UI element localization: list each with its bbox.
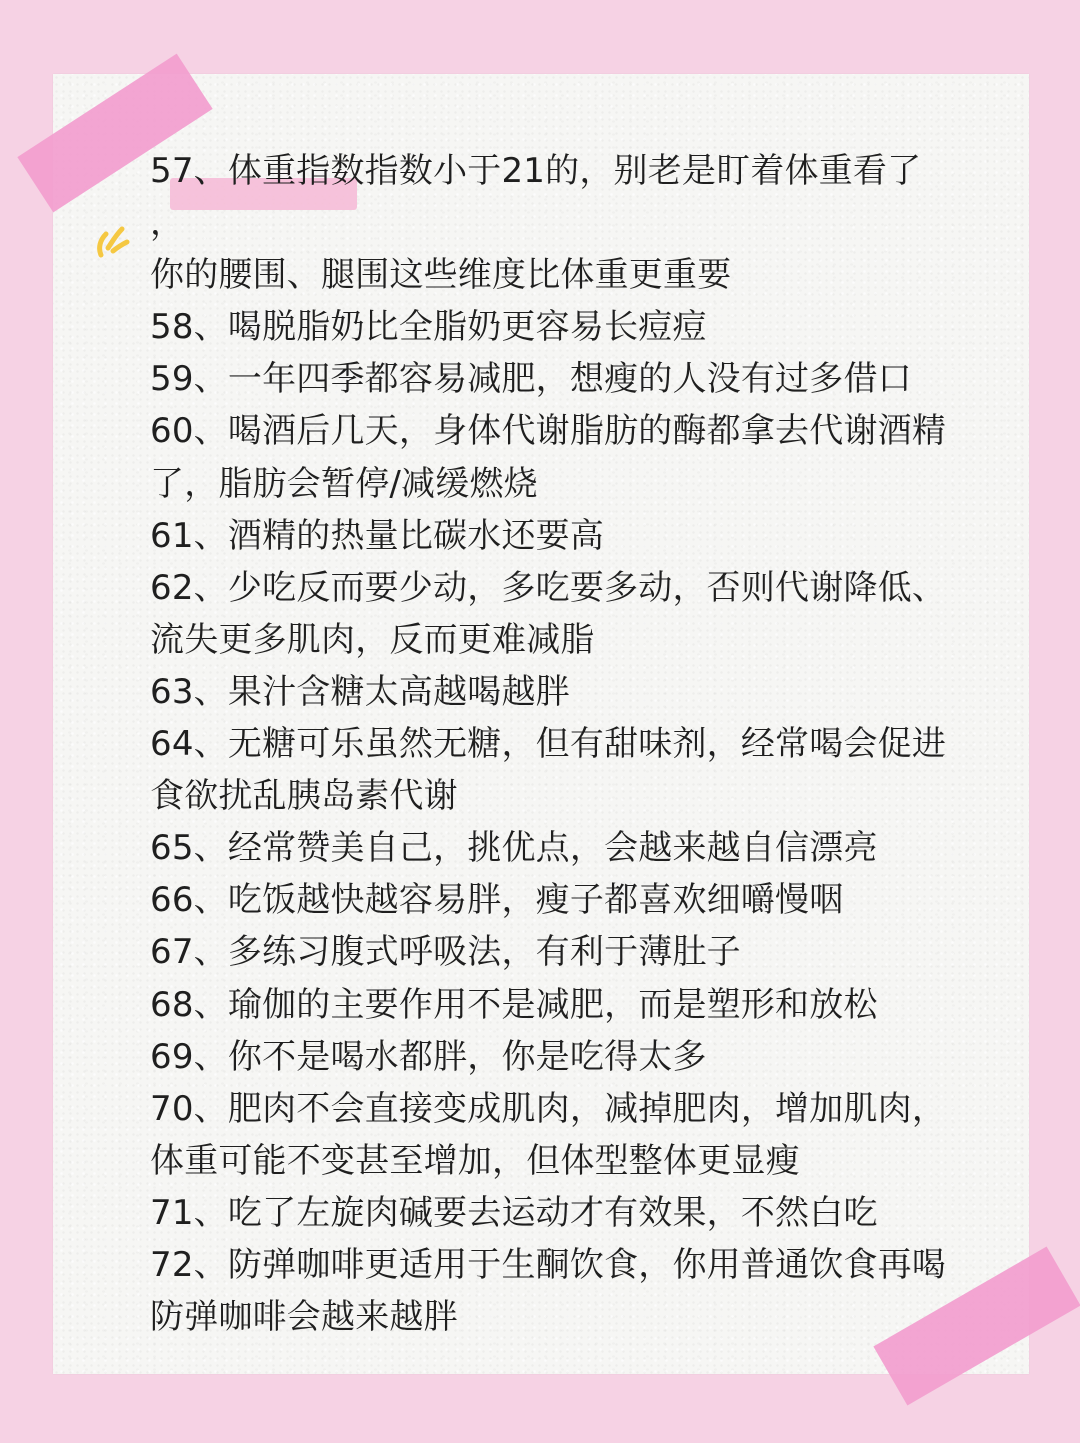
text-line: 70、肥肉不会直接变成肌肉，减掉肥肉，增加肌肉， <box>150 1088 947 1129</box>
text-line: 61、酒精的热量比碳水还要高 <box>150 515 605 556</box>
text-line: 67、多练习腹式呼吸法，有利于薄肚子 <box>150 932 741 973</box>
text-line: 你的腰围、腿围这些维度比体重更重要 <box>150 255 732 296</box>
text-line: 防弹咖啡会越来越胖 <box>150 1297 458 1338</box>
text-line: 59、一年四季都容易减肥，想瘦的人没有过多借口 <box>150 359 912 400</box>
text-line: 流失更多肌肉，反而更难减脂 <box>150 619 595 660</box>
text-line: 60、喝酒后几天，身体代谢脂肪的酶都拿去代谢酒精 <box>150 411 947 452</box>
text-line: 62、少吃反而要少动，多吃要多动，否则代谢降低、 <box>150 567 947 608</box>
text-line: 63、果汁含糖太高越喝越胖 <box>150 671 570 712</box>
tips-list <box>150 145 970 1343</box>
text-line: 68、瑜伽的主要作用不是减肥，而是塑形和放松 <box>150 984 878 1025</box>
text-line: 71、吃了左旋肉碱要去运动才有效果，不然白吃 <box>150 1192 878 1233</box>
text-line: 64、无糖可乐虽然无糖，但有甜味剂，经常喝会促进 <box>150 724 947 765</box>
text-line: 65、经常赞美自己，挑优点，会越来越自信漂亮 <box>150 828 878 869</box>
sparkle-doodle-icon <box>94 218 132 262</box>
text-line: 66、吃饭越快越容易胖，瘦子都喜欢细嚼慢咽 <box>150 880 844 921</box>
text-line: 了，脂肪会暂停/减缓燃烧 <box>150 463 538 504</box>
text-line: 69、你不是喝水都胖，你是吃得太多 <box>150 1036 707 1077</box>
text-line: 58、喝脱脂奶比全脂奶更容易长痘痘 <box>150 307 707 348</box>
text-line: 体重可能不变甚至增加，但体型整体更显瘦 <box>150 1140 800 1181</box>
text-line: 57、体重指数指数小于21的，别老是盯着体重看了 <box>150 151 922 191</box>
text-line: 72、防弹咖啡更适用于生酮饮食，你用普通饮食再喝 <box>150 1244 947 1285</box>
text-line: 食欲扰乱胰岛素代谢 <box>150 776 458 817</box>
text-line: ， <box>150 203 185 244</box>
